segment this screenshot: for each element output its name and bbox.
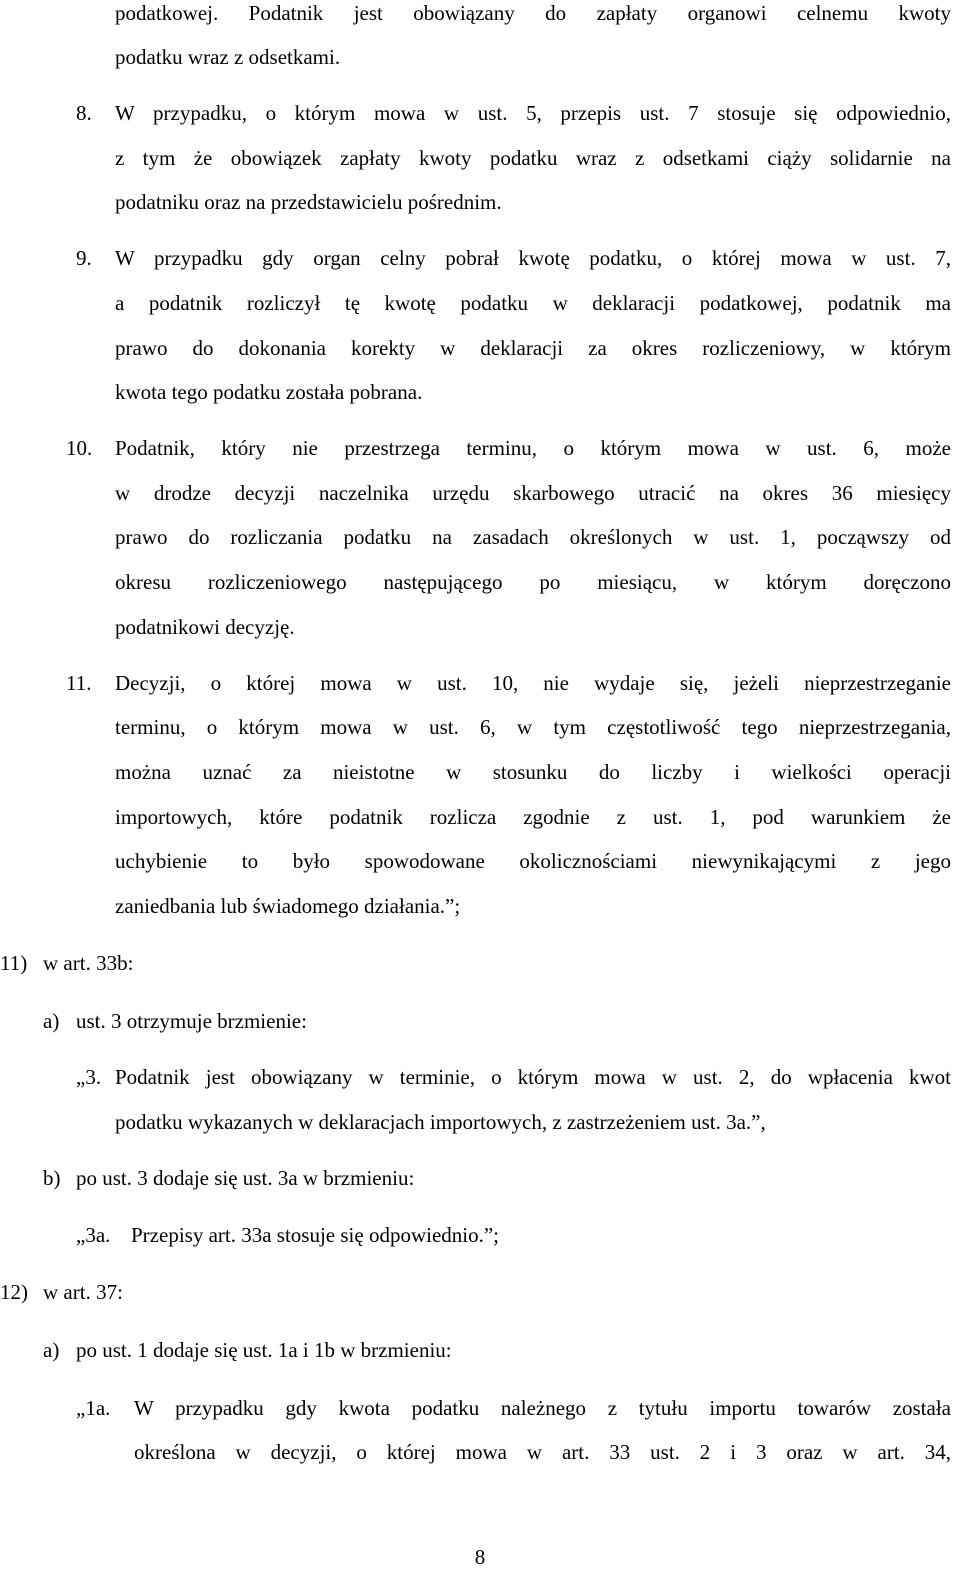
text-line: terminu, o którym mowa w ust. 6, w tym częstotliwość tego nieprzestrzegania, xyxy=(115,715,951,739)
text-line: uchybienie to było spowodowane okolicznościami niewynikającymi z jego xyxy=(115,849,951,873)
paragraph-number: 8. xyxy=(76,101,92,125)
page-number: 8 xyxy=(474,1545,486,1569)
quoted-number: „3. xyxy=(76,1065,102,1089)
letter-marker: b) xyxy=(43,1166,61,1190)
point-number: 11) xyxy=(0,951,28,975)
text-line: importowych, które podatnik rozlicza zgodnie z ust. 1, pod warunkiem że xyxy=(115,805,951,829)
text-line: prawo do rozliczania podatku na zasadach określonych w ust. 1, począwszy od xyxy=(115,525,951,549)
letter-text: po ust. 3 dodaje się ust. 3a w brzmieniu: xyxy=(76,1166,415,1190)
text-line: zaniedbania lub świadomego działania.”; xyxy=(115,894,461,918)
text-line: prawo do dokonania korekty w deklaracji za okres rozliczeniowy, w którym xyxy=(115,336,951,360)
paragraph-number: 9. xyxy=(76,246,92,270)
letter-marker: a) xyxy=(43,1338,60,1362)
text-line: można uznać za nieistotne w stosunku do liczby i wielkości operacji xyxy=(115,760,951,784)
text-line: w drodze decyzji naczelnika urzędu skarbowego utracić na okres 36 miesięcy xyxy=(115,481,951,505)
text-line: kwota tego podatku została pobrana. xyxy=(115,380,423,404)
quoted-number: „3a. xyxy=(76,1223,111,1247)
letter-text: ust. 3 otrzymuje brzmienie: xyxy=(76,1009,307,1033)
quoted-number: „1a. xyxy=(76,1396,111,1420)
text-line: a podatnik rozliczył tę kwotę podatku w deklaracji podatkowej, podatnik ma xyxy=(115,291,951,315)
text-line: podatku wraz z odsetkami. xyxy=(115,45,341,69)
text-line: z tym że obowiązek zapłaty kwoty podatku wraz z odsetkami ciąży solidarnie na xyxy=(115,146,951,170)
point-text: w art. 33b: xyxy=(43,951,134,975)
point-number: 12) xyxy=(0,1280,28,1304)
text-line: podatkowej. Podatnik jest obowiązany do zapłaty organowi celnemu kwoty xyxy=(115,1,951,25)
letter-marker: a) xyxy=(43,1009,60,1033)
text-line: podatniku oraz na przedstawicielu pośrednim. xyxy=(115,190,502,214)
text-line: podatnikowi decyzję. xyxy=(115,615,295,639)
text-line: Podatnik, który nie przestrzega terminu, o którym mowa w ust. 6, może xyxy=(115,436,951,460)
paragraph-number: 10. xyxy=(66,436,93,460)
text-line: podatku wykazanych w deklaracjach importowych, z zastrzeżeniem ust. 3a.”, xyxy=(115,1110,766,1134)
text-line: W przypadku gdy kwota podatku należnego z tytułu importu towarów została xyxy=(134,1396,951,1420)
point-text: w art. 37: xyxy=(43,1280,123,1304)
text-line: Przepisy art. 33a stosuje się odpowiednio.”; xyxy=(131,1223,500,1247)
text-line: Podatnik jest obowiązany w terminie, o którym mowa w ust. 2, do wpłacenia kwot xyxy=(115,1065,951,1089)
text-line: określona w decyzji, o której mowa w art. 33 ust. 2 i 3 oraz w art. 34, xyxy=(134,1440,951,1464)
text-line: Decyzji, o której mowa w ust. 10, nie wydaje się, jeżeli nieprzestrzeganie xyxy=(115,671,951,695)
text-line: okresu rozliczeniowego następującego po miesiącu, w którym doręczono xyxy=(115,570,951,594)
letter-text: po ust. 1 dodaje się ust. 1a i 1b w brzmieniu: xyxy=(76,1338,452,1362)
text-line: W przypadku, o którym mowa w ust. 5, przepis ust. 7 stosuje się odpowiednio, xyxy=(115,101,951,125)
text-line: W przypadku gdy organ celny pobrał kwotę podatku, o której mowa w ust. 7, xyxy=(115,246,951,270)
paragraph-number: 11. xyxy=(66,671,92,695)
